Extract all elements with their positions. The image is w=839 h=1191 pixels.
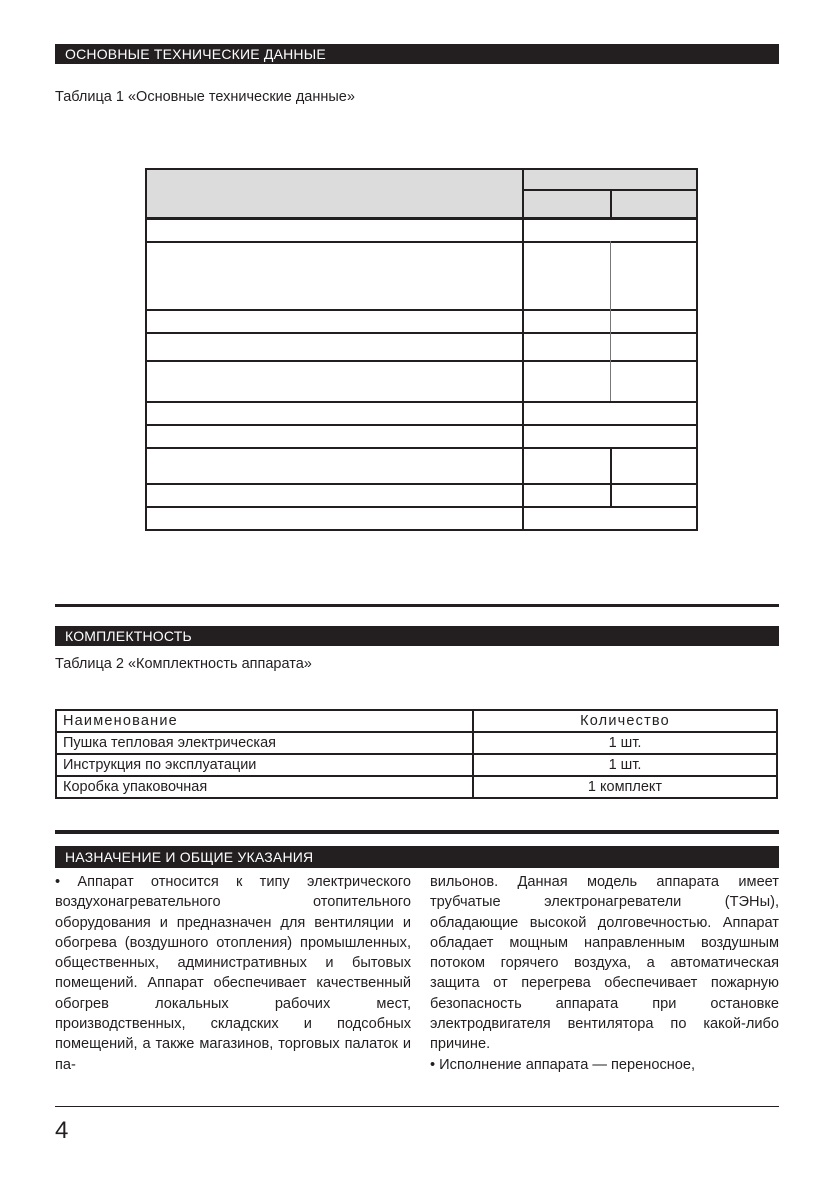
table1-row [145, 424, 698, 449]
item-quantity: 1 комплект [473, 776, 777, 798]
divider [522, 506, 524, 529]
table-header-row [56, 710, 777, 732]
table1-row [145, 506, 698, 531]
divider [610, 360, 611, 401]
divider [610, 189, 612, 219]
divider [522, 401, 524, 424]
section-header-tech: ОСНОВНЫЕ ТЕХНИЧЕСКИЕ ДАННЫЕ [55, 44, 779, 64]
table1-row [145, 447, 698, 485]
table-row [56, 732, 777, 754]
paragraph: • Исполнение аппарата — переносное, [430, 1056, 696, 1073]
divider [610, 309, 611, 332]
table1-row [145, 218, 698, 243]
divider [55, 604, 779, 607]
divider [522, 447, 524, 483]
table1-row [145, 360, 698, 403]
page-number: 4 [55, 1117, 69, 1144]
section-header-purpose: НАЗНАЧЕНИЕ И ОБЩИЕ УКАЗАНИЯ [55, 846, 779, 868]
body-column-right [430, 872, 779, 1075]
table1-row [145, 332, 698, 362]
table2-caption: Таблица 2 «Комплектность аппарата» [55, 656, 312, 672]
divider [55, 830, 779, 834]
body-column-left [55, 872, 411, 1075]
item-name: Инструкция по эксплуатации [56, 754, 473, 776]
table1-row [145, 401, 698, 426]
table1-row [145, 241, 698, 311]
footer-rule [55, 1106, 779, 1107]
divider [610, 332, 611, 360]
table1-row [145, 483, 698, 508]
table-row [56, 754, 777, 776]
divider [522, 332, 524, 360]
divider [610, 447, 612, 483]
header-name: Наименование [56, 710, 473, 732]
paragraph: вильонов. Данная модель аппарата имеет трубчатые электронагреватели (ТЭНы), обладающие высокой долговечностью. Аппарат обладает мощным направленным воздушным потоком горячего воздуха, а автоматическая защита от перегрева обеспечивает пожарную безопасность аппарата при остановке электродвигателя вентилятора по какой-либо причине. [430, 874, 779, 1053]
divider [522, 360, 524, 401]
divider [610, 241, 611, 309]
table-row [56, 776, 777, 798]
table2 [55, 709, 778, 799]
divider [522, 483, 524, 506]
section-header-kit: КОМПЛЕКТНОСТЬ [55, 626, 779, 646]
item-name: Коробка упаковочная [56, 776, 473, 798]
divider [522, 218, 524, 241]
table1 [145, 168, 698, 529]
header-quantity: Количество [473, 710, 777, 732]
table1-caption: Таблица 1 «Основные технические данные» [55, 89, 355, 105]
table1-row [145, 309, 698, 334]
paragraph: • Аппарат относится к типу электрического воздухонагревательного отопительного оборудования и предназначен для вентиляции и обогрева (воздушного отопления) промышленных, общественных, административных и бытовых помещений. Аппарат обеспечивает качественный обогрев локальных рабочих мест, производственных, складских и подсобных помещений, а также магазинов, торговых палаток и па- [55, 874, 411, 1073]
item-quantity: 1 шт. [473, 754, 777, 776]
divider [522, 424, 524, 447]
divider [610, 483, 612, 506]
divider [522, 168, 524, 219]
divider [522, 309, 524, 332]
divider [522, 241, 524, 309]
item-quantity: 1 шт. [473, 732, 777, 754]
table1-header [145, 168, 698, 219]
item-name: Пушка тепловая электрическая [56, 732, 473, 754]
